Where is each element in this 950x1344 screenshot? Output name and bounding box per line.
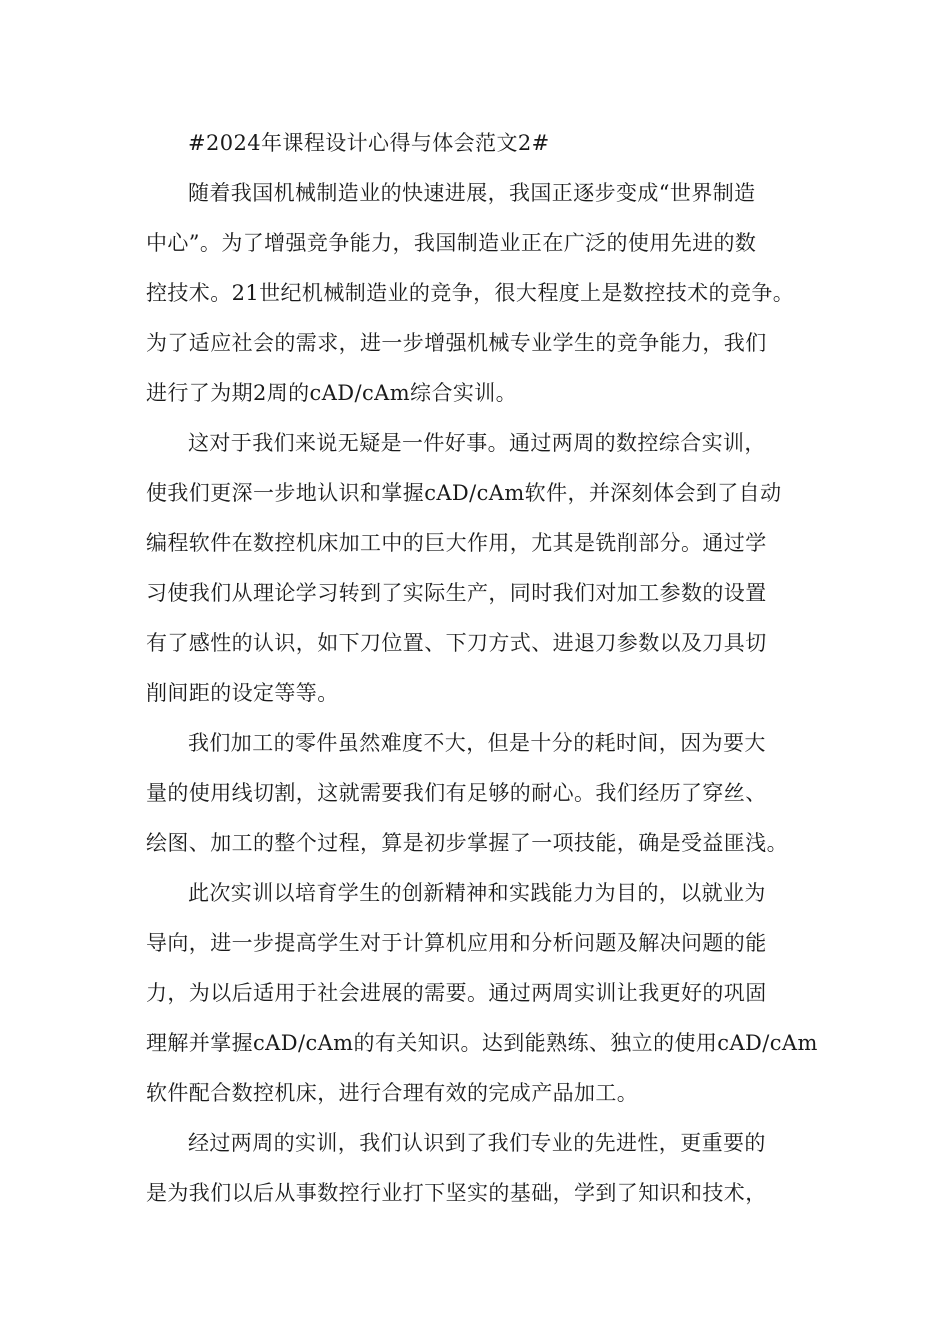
- paragraph-line: 理解并掌握cAD/cAm的有关知识。达到能熟练、独立的使用cAD/cAm: [146, 1031, 818, 1055]
- paragraph-line: 削间距的设定等等。: [146, 681, 339, 705]
- paragraph-line: 有了感性的认识，如下刀位置、下刀方式、进退刀参数以及刀具切: [146, 631, 767, 655]
- paragraph-3: [146, 718, 818, 868]
- paragraph-line: 量的使用线切割，这就需要我们有足够的耐心。我们经历了穿丝、: [146, 781, 767, 805]
- paragraph-line: 随着我国机械制造业的快速进展，我国正逐步变成“世界制造: [188, 181, 756, 205]
- paragraph-line: 是为我们以后从事数控行业打下坚实的基础，学到了知识和技术，: [146, 1181, 767, 1205]
- paragraph-4: [146, 868, 818, 1118]
- paragraph-1: [146, 168, 818, 418]
- paragraph-line: 此次实训以培育学生的创新精神和实践能力为目的，以就业为: [188, 881, 766, 905]
- paragraph-line: 软件配合数控机床，进行合理有效的完成产品加工。: [146, 1081, 639, 1105]
- paragraph-line: 这对于我们来说无疑是一件好事。通过两周的数控综合实训，: [188, 431, 766, 455]
- paragraph-line: 经过两周的实训，我们认识到了我们专业的先进性，更重要的: [188, 1131, 766, 1155]
- paragraph-5: [146, 1118, 818, 1218]
- paragraph-line: 中心”。为了增强竞争能力，我国制造业正在广泛的使用先进的数: [146, 231, 757, 255]
- paragraph-line: 导向，进一步提高学生对于计算机应用和分析问题及解决问题的能: [146, 931, 767, 955]
- paragraph-line: 进行了为期2周的cAD/cAm综合实训。: [146, 381, 518, 405]
- paragraph-2: [146, 418, 818, 718]
- paragraph-line: 习使我们从理论学习转到了实际生产，同时我们对加工参数的设置: [146, 581, 767, 605]
- paragraph-line: 力，为以后适用于社会进展的需要。通过两周实训让我更好的巩固: [146, 981, 767, 1005]
- paragraph-line: 编程软件在数控机床加工中的巨大作用，尤其是铣削部分。通过学: [146, 531, 767, 555]
- document-heading: #2024年课程设计心得与体会范文2#: [188, 131, 550, 155]
- paragraph-line: 我们加工的零件虽然难度不大，但是十分的耗时间，因为要大: [188, 731, 766, 755]
- paragraph-line: 控技术。21世纪机械制造业的竞争，很大程度上是数控技术的竞争。: [146, 281, 795, 305]
- document-body: [146, 118, 818, 1218]
- paragraph-line: 为了适应社会的需求，进一步增强机械专业学生的竞争能力，我们: [146, 331, 767, 355]
- paragraph-line: 绘图、加工的整个过程，算是初步掌握了一项技能，确是受益匪浅。: [146, 831, 788, 855]
- paragraph-line: 使我们更深一步地认识和掌握cAD/cAm软件，并深刻体会到了自动: [146, 481, 782, 505]
